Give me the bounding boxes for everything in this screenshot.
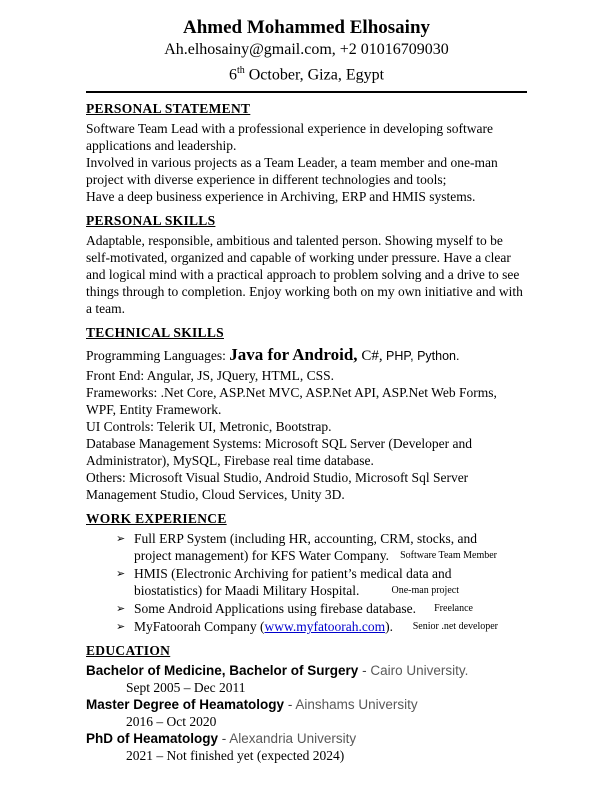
work-item-text: HMIS (Electronic Archiving for patient’s medical data and biostatistics) for Maadi Military Hospital. [134, 566, 452, 599]
section-heading-work-experience: WORK EXPERIENCE [86, 511, 227, 527]
skill-java-for-android: Java for Android, [229, 345, 358, 365]
location-line [86, 61, 527, 85]
degree-separator: - [358, 663, 371, 679]
location-day: 6 [228, 66, 237, 84]
education-degree-line [86, 696, 527, 713]
work-item-text: Full ERP System (including HR, accounting, CRM, stocks, and project management) for KFS Water Company. [134, 531, 477, 564]
section-heading-education: EDUCATION [86, 643, 171, 659]
work-item-text: Some Android Applications using firebase database. [134, 601, 416, 617]
section-personal-statement [86, 101, 527, 205]
tech-line-dbms: Database Management Systems: Microsoft SQL Server (Developer and Administrator), MySQL, Firebase real time database. [86, 436, 473, 469]
education-degree-line [86, 662, 527, 679]
degree-separator: - [284, 697, 296, 713]
education-degree-line [86, 730, 527, 747]
location-rest: October, Giza, Egypt [244, 66, 385, 84]
skill-csharp: C#, [357, 348, 383, 365]
work-item [86, 600, 527, 617]
arrow-bullet-icon: ➢ [116, 568, 126, 581]
section-personal-skills [86, 213, 527, 317]
institution-name: Cairo University. [370, 663, 469, 679]
myfatoorah-link[interactable]: www.myfatoorah.com [264, 619, 386, 635]
education-item [86, 696, 527, 730]
work-item-text: ). [385, 619, 393, 635]
tech-line-ui-controls: UI Controls: Telerik UI, Metronic, Bootstrap. [86, 419, 332, 435]
header-divider [86, 91, 527, 93]
education-dates: Sept 2005 – Dec 2011 [126, 680, 246, 696]
work-item-role-label: Freelance [434, 603, 473, 615]
skills-paragraph: Adaptable, responsible, ambitious and talented person. Showing myself to be self-motivated, organized and capable of working under pressure. Have a clear and logical mind with a practical approach to problem solving and a drive to see things through to completion. Enjoy working both on my own initiative and with a team. [86, 233, 523, 317]
section-heading-technical-skills: TECHNICAL SKILLS [86, 325, 224, 341]
arrow-bullet-icon: ➢ [116, 603, 126, 616]
work-item [86, 618, 527, 635]
section-technical-skills [86, 325, 527, 503]
programming-languages-label: Programming Languages: [86, 348, 230, 364]
tech-line-frameworks: Frameworks: .Net Core, ASP.Net MVC, ASP.Net API, ASP.Net Web Forms, WPF, Entity Framework. [86, 385, 497, 418]
arrow-bullet-icon: ➢ [116, 621, 126, 634]
section-education [86, 643, 527, 764]
section-heading-personal-skills: PERSONAL SKILLS [86, 213, 216, 229]
contact-line: Ah.elhosainy@gmail.com, +2 01016709030 [164, 41, 449, 58]
skill-php-python: PHP, Python. [382, 349, 460, 364]
education-item [86, 730, 527, 764]
tech-line-programming-languages [86, 344, 527, 367]
degree-name: PhD of Heamatology [86, 731, 219, 747]
work-item-text: MyFatoorah Company ( [134, 619, 265, 635]
resume-header [86, 16, 527, 93]
statement-paragraph: Involved in various projects as a Team Leader, a team member and one-man project with diverse experience in different technologies and tools; [86, 155, 498, 188]
institution-name: Ainshams University [295, 697, 418, 713]
arrow-bullet-icon: ➢ [116, 533, 126, 546]
education-item [86, 662, 527, 696]
statement-paragraph: Have a deep business experience in Archiving, ERP and HMIS systems. [86, 189, 476, 205]
degree-name: Bachelor of Medicine, Bachelor of Surgery [86, 663, 359, 679]
institution-name: Alexandria University [229, 731, 357, 747]
degree-name: Master Degree of Heamatology [86, 697, 285, 713]
work-item [86, 565, 527, 599]
section-work-experience [86, 511, 527, 635]
location-ordinal: th [236, 65, 245, 76]
degree-separator: - [218, 731, 230, 747]
education-dates: 2021 – Not finished yet (expected 2024) [126, 748, 345, 764]
work-item-role-label: Software Team Member [400, 550, 497, 562]
work-item-role-label: Senior .net developer [412, 621, 498, 633]
section-heading-personal-statement: PERSONAL STATEMENT [86, 101, 251, 117]
work-item [86, 530, 527, 564]
candidate-name: Ahmed Mohammed Elhosainy [182, 17, 431, 38]
work-item-role-label: One-man project [391, 585, 459, 597]
education-dates: 2016 – Oct 2020 [126, 714, 217, 730]
statement-paragraph: Software Team Lead with a professional experience in developing software applications and leadership. [86, 121, 494, 154]
tech-line-front-end: Front End: Angular, JS, JQuery, HTML, CSS. [86, 368, 334, 384]
tech-line-others: Others: Microsoft Visual Studio, Android Studio, Microsoft Sql Server Management Studio, Cloud Services, Unity 3D. [86, 470, 469, 503]
